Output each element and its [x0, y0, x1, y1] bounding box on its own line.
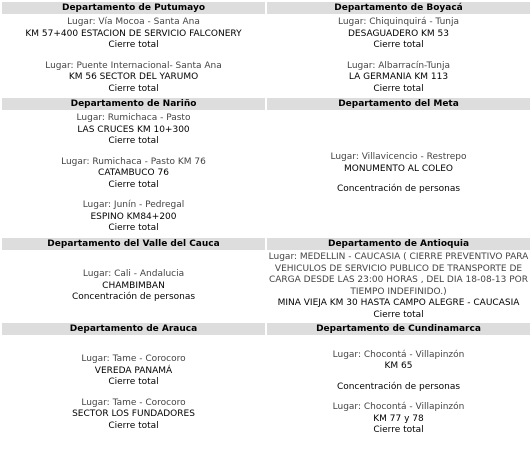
entry-detalle: SECTOR LOS FUNDADORES — [72, 409, 195, 419]
entry-estado: Cierre total — [108, 420, 159, 431]
entry-detalle: DESAGUADERO KM 53 — [347, 28, 449, 39]
entry-estado: Cierre total — [108, 40, 159, 50]
entry-lugar: Lugar: Chocontá - Villapinzón — [332, 402, 465, 412]
header-putumayo: Departamento de Putumayo — [2, 2, 265, 14]
entry-lugar: Lugar: Rumichaca - Pasto — [76, 113, 191, 124]
header-valle: Departamento del Valle del Cauca — [2, 238, 265, 250]
entry-lugar: Lugar: Albarracín-Tunja — [347, 60, 450, 71]
entry-narino-2 — [2, 157, 265, 192]
cell-valle — [2, 252, 265, 321]
entry-detalle: KM 65 — [384, 361, 413, 371]
entry-lugar-line-2: VEHICULOS DE SERVICIO PUBLICO DE TRANSPORTE DE — [274, 263, 523, 274]
cell-antioquia — [267, 252, 530, 321]
entry-lugar: Lugar: Rumichaca - Pasto KM 76 — [61, 156, 206, 167]
cell-meta — [267, 112, 530, 236]
entry-estado: Cierre total — [373, 309, 424, 320]
entry-lugar: Lugar: Chiquinquirá - Tunja — [338, 17, 459, 27]
entry-detalle: CATAMBUCO 76 — [98, 168, 169, 179]
entry-estado: Cierre total — [108, 223, 159, 234]
entry-detalle: CHAMBIMBAN — [102, 280, 165, 291]
header-cundinamarca: Departamento de Cundinamarca — [267, 323, 530, 335]
entry-detalle: LAS CRUCES KM 10+300 — [77, 124, 190, 135]
entry-arauca-2 — [2, 398, 265, 433]
entry-lugar: Lugar: Junín - Pedregal — [82, 200, 185, 211]
entry-lugar: Lugar: Tame - Corocoro — [81, 354, 186, 364]
entry-lugar: Lugar: Puente Internacional- Santa Ana — [45, 60, 222, 71]
entry-estado: Cierre total — [373, 425, 424, 435]
entry-estado: Cierre total — [108, 377, 159, 387]
entry-lugar: Lugar: Villavicencio - Restrepo — [330, 152, 467, 163]
entry-estado: Concentración de personas — [71, 292, 196, 303]
header-boyaca: Departamento de Boyacá — [267, 2, 530, 14]
entry-arauca-1 — [2, 354, 265, 389]
entry-estado: Cierre total — [108, 136, 159, 147]
entry-putumayo-1 — [2, 17, 265, 52]
entry-narino-1 — [2, 113, 265, 148]
entry-detalle: MONUMENTO AL COLEO — [344, 163, 453, 174]
header-narino: Departamento de Nariño — [2, 98, 265, 110]
header-meta: Departamento del Meta — [267, 98, 530, 110]
entry-detalle: KM 77 y 78 — [373, 413, 424, 424]
entry-estado: Concentración de personas — [336, 184, 461, 195]
entry-lugar-line-4: TIEMPO INDEFINIDO.) — [350, 286, 447, 297]
entry-lugar: Lugar: Vía Mocoa - Santa Ana — [67, 17, 200, 27]
entry-estado: Cierre total — [108, 179, 159, 190]
entry-detalle: LA GERMANIA KM 113 — [348, 72, 449, 82]
entry-putumayo-2 — [2, 61, 265, 96]
entry-estado: Cierre total — [373, 40, 424, 50]
header-arauca: Departamento de Arauca — [2, 323, 265, 335]
entry-lugar: Lugar: Chocontá - Villapinzón — [332, 349, 465, 360]
entry-estado: Cierre total — [108, 83, 159, 94]
entry-detalle: KM 56 SECTOR DEL YARUMO — [68, 72, 199, 82]
entry-narino-3 — [2, 200, 265, 235]
entry-detalle: MINA VIEJA KM 30 HASTA CAMPO ALEGRE - CAUCASIA — [277, 298, 520, 308]
cell-boyaca — [267, 16, 530, 96]
entry-lugar-line-1: Lugar: MEDELLIN - CAUCASIA ( CIERRE PREVENTIVO PARA — [268, 252, 529, 262]
entry-boyaca-2 — [267, 61, 530, 96]
entry-lugar-line-3: CARGA DESDE LAS 23:00 HORAS , DEL DIA 18-08-13 POR — [268, 275, 528, 285]
cell-arauca — [2, 337, 265, 449]
cell-narino — [2, 112, 265, 236]
cell-cundinamarca — [267, 337, 530, 449]
entry-detalle: KM 57+400 ESTACION DE SERVICIO FALCONERY — [25, 28, 242, 39]
entry-detalle: VEREDA PANAMÁ — [94, 365, 173, 376]
entry-boyaca-1 — [267, 17, 530, 52]
header-antioquia: Departamento de Antioquia — [267, 238, 530, 250]
entry-detalle: ESPINO KM84+200 — [90, 211, 177, 222]
entry-lugar: Lugar: Tame - Corocoro — [81, 397, 186, 408]
entry-estado: Concentración de personas — [336, 381, 461, 392]
cell-putumayo — [2, 16, 265, 96]
entry-estado: Cierre total — [373, 83, 424, 94]
entry-lugar: Lugar: Cali - Andalucia — [82, 269, 185, 280]
